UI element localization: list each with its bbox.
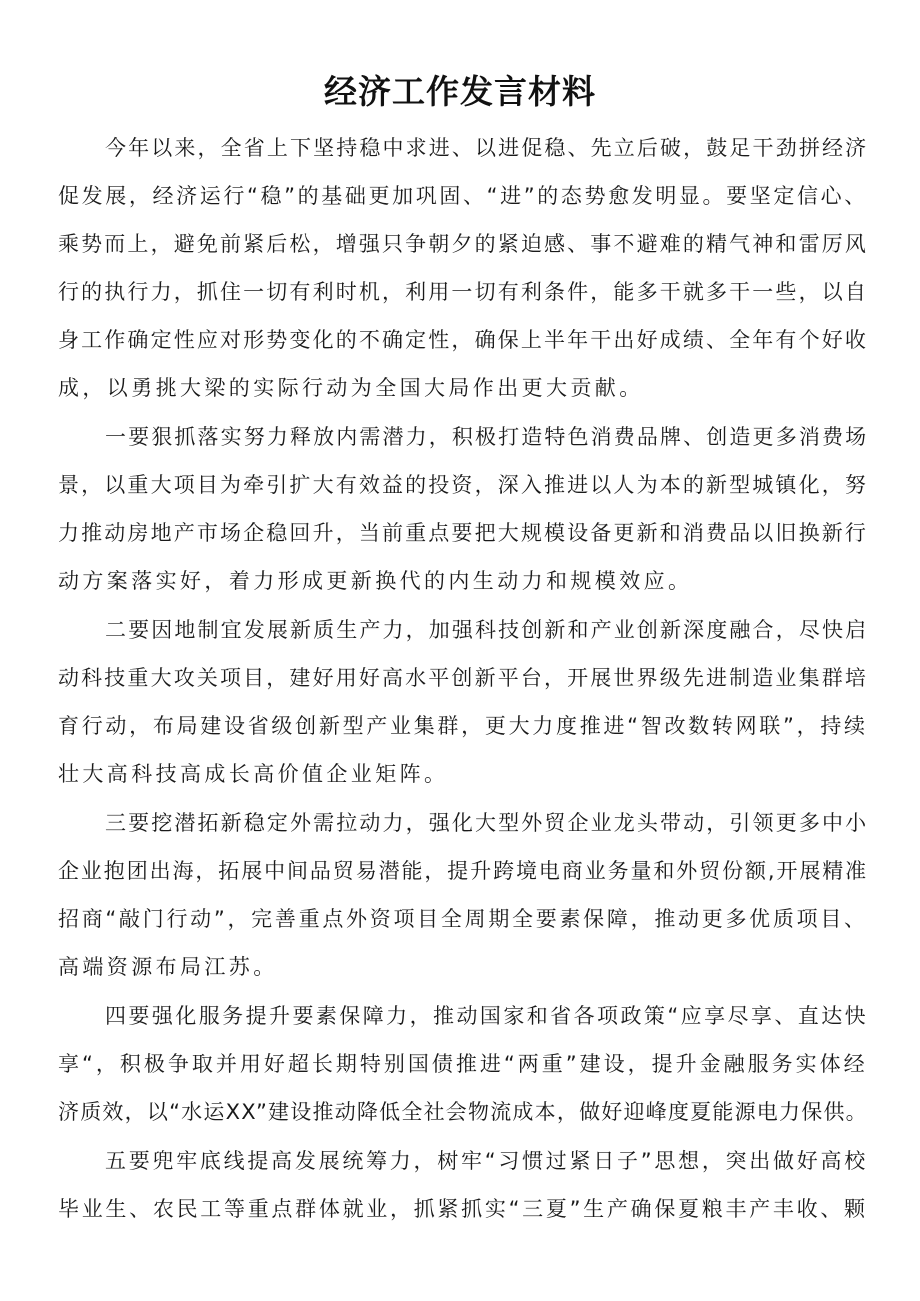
text-line: 五要兜牢底线提高发展统筹力，树牢“习惯过紧日子”思想，突出做好高校 (105, 1149, 868, 1173)
text-line: 育行动，布局建设省级创新型产业集群，更大力度推进“智改数转网联”，持续 (58, 714, 868, 738)
text-line: 招商“敲门行动”，完善重点外资项目全周期全要素保障，推动更多优质项目、 (58, 907, 868, 931)
document-title: 经济工作发言材料 (324, 72, 596, 111)
text-line: 享“，积极争取并用好超长期特别国债推进“两重”建设，提升金融服务实体经 (58, 1052, 868, 1076)
text-line: 一要狠抓落实努力释放内需潜力，积极打造特色消费品牌、创造更多消费场 (105, 425, 869, 449)
text-line: 今年以来，全省上下坚持稳中求进、以进促稳、先立后破，鼓足干劲拼经济 (105, 136, 869, 160)
text-line: 四要强化服务提升要素保障力，推动国家和省各项政策“应享尽享、直达快 (105, 1004, 869, 1028)
text-line: 乘势而上，避免前紧后松，增强只争朝夕的紧迫感、事不避难的精气神和雷厉风 (58, 232, 868, 256)
text-line: 高端资源布局江苏。 (58, 955, 278, 979)
text-line: 成，以勇挑大梁的实际行动为全国大局作出更大贡献。 (58, 376, 644, 400)
text-line: 身工作确定性应对形势变化的不确定性，确保上半年干出好成绩、全年有个好收 (58, 328, 868, 352)
text-line: 毕业生、农民工等重点群体就业，抓紧抓实“三夏”生产确保夏粮丰产丰收、颗 (58, 1197, 868, 1221)
text-line: 促发展，经济运行“稳”的基础更加巩固、“进”的态势愈发明显。要坚定信心、 (58, 184, 868, 208)
text-line: 力推动房地产市场企稳回升，当前重点要把大规模设备更新和消费品以旧换新行 (58, 521, 868, 545)
text-line: 三要挖潜拓新稳定外需拉动力，强化大型外贸企业龙头带动，引领更多中小 (105, 811, 869, 835)
text-line: 壮大高科技高成长高价值企业矩阵。 (58, 762, 449, 786)
text-line: 二要因地制宜发展新质生产力，加强科技创新和产业创新深度融合，尽快启 (105, 618, 869, 642)
text-line: 济质效，以“水运XX”建设推动降低全社会物流成本，做好迎峰度夏能源电力保供。 (58, 1100, 868, 1124)
text-line: 企业抱团出海，拓展中间品贸易潜能，提升跨境电商业务量和外贸份额,开展精准 (58, 859, 869, 883)
text-line: 景，以重大项目为牵引扩大有效益的投资，深入推进以人为本的新型城镇化，努 (58, 473, 868, 497)
text-line: 行的执行力，抓住一切有利时机，利用一切有利条件，能多干就多干一些，以自 (58, 280, 868, 304)
text-line: 动科技重大攻关项目，建好用好高水平创新平台，开展世界级先进制造业集群培 (58, 666, 868, 690)
text-line: 动方案落实好，着力形成更新换代的内生动力和规模效应。 (58, 569, 693, 593)
